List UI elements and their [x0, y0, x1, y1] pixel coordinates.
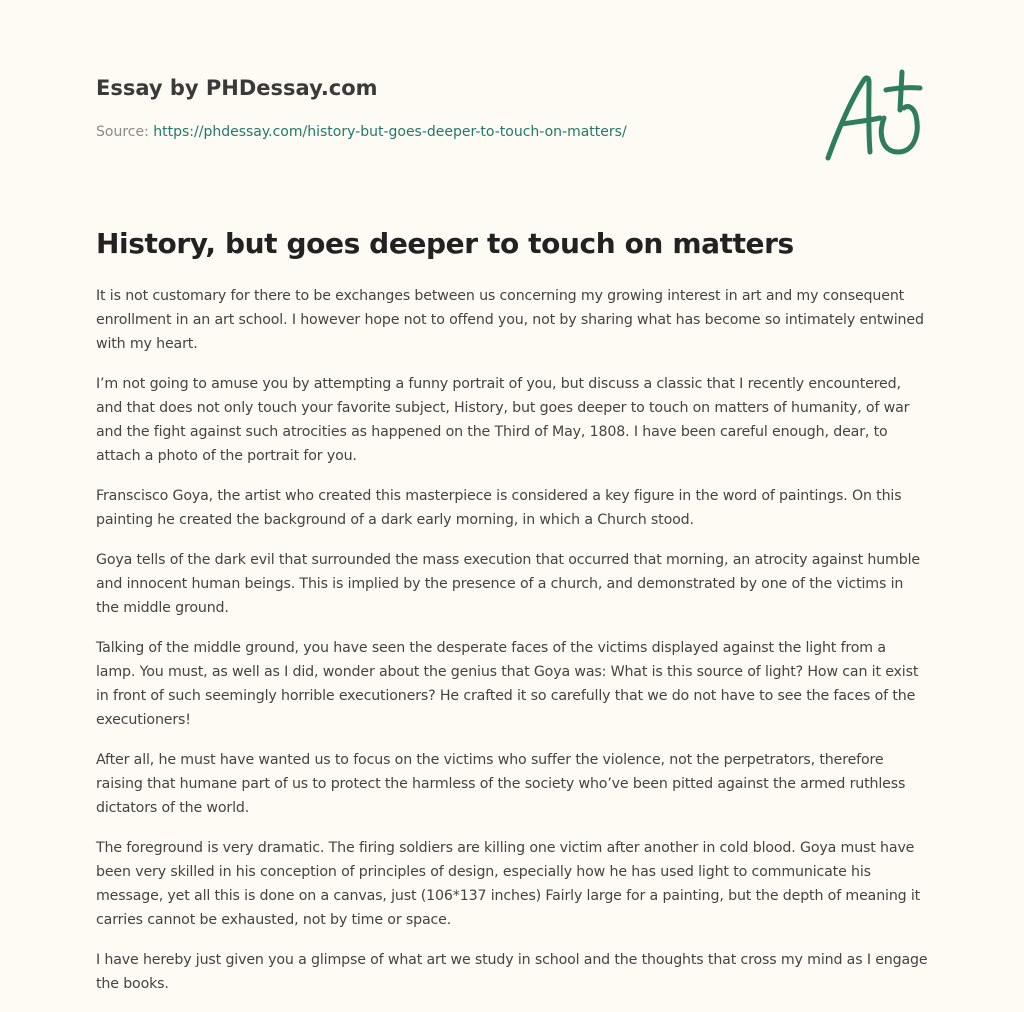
- essay-paragraph: It is not customary for there to be exchanges between us concerning my growing interest in art and my consequent enrollment in an art school. I however hope not to offend you, not by sharing what has become so intimately entwined with my heart.: [96, 288, 924, 352]
- essay-paragraph: After all, he must have wanted us to focus on the victims who suffer the violence, not the perpetrators, therefore raising that humane part of us to protect the harmless of the society who’ve been pitted against the armed ruthless dictators of the world.: [96, 752, 906, 816]
- source-label: Source:: [96, 124, 149, 140]
- essay-article: [96, 224, 928, 1012]
- essay-paragraph: Goya tells of the dark evil that surrounded the mass execution that occurred that morning, an atrocity against humble and innocent human beings. This is implied by the presence of a church, and demonstrated by one of the victims in the middle ground.: [96, 552, 920, 616]
- site-title: Essay by PHDessay.com: [96, 76, 378, 100]
- page-header: [96, 0, 928, 200]
- essay-title: History, but goes deeper to touch on matters: [96, 227, 794, 260]
- essay-paragraph: Talking of the middle ground, you have seen the desperate faces of the victims displayed against the light from a lamp. You must, as well as I did, wonder about the genius that Goya was: What is this source of light? How can it exist in front of such seemingly horrible executioners? He crafted it so carefully that we do not have to see the faces of the executioners!: [96, 640, 919, 728]
- essay-paragraph: Franscisco Goya, the artist who created this masterpiece is considered a key figure in the word of paintings. On this painting he created the background of a dark early morning, in which a Church stood.: [96, 488, 902, 528]
- essay-paragraph: I have hereby just given you a glimpse of what art we study in school and the thoughts that cross my mind as I engage the books.: [96, 952, 928, 992]
- essay-paragraph: I’m not going to amuse you by attempting a funny portrait of you, but discuss a classic that I recently encountered, and that does not only touch your favorite subject, History, but goes deeper to touch on matters of humanity, of war and the fight against such atrocities as happened on the Third of May, 1808. I have been careful enough, dear, to attach a photo of the portrait for you.: [96, 376, 910, 464]
- source-line: [96, 124, 627, 140]
- source-link[interactable]: https://phdessay.com/history-but-goes-deeper-to-touch-on-matters/: [153, 124, 627, 140]
- essay-paragraph: The foreground is very dramatic. The firing soldiers are killing one victim after another in cold blood. Goya must have been very skilled in his conception of principles of design, especially how he has used light to communicate his message, yet all this is done on a canvas, just (106*137 inches) Fairly large for a painting, but the depth of meaning it carries cannot be exhausted, not by time or space.: [96, 840, 921, 928]
- a-plus-grade-icon: [822, 68, 926, 164]
